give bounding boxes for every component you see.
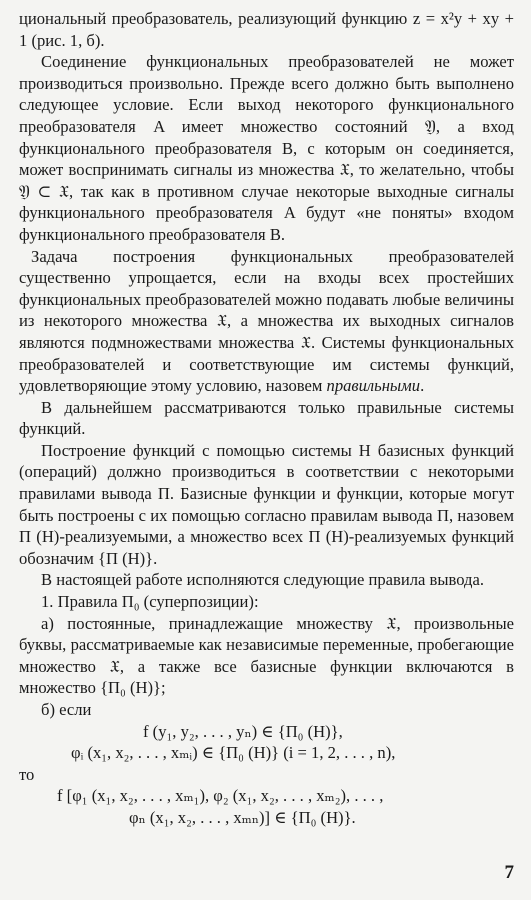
formula-composition-line2: φₙ (x₁, x₂, . . . , xₘₙ)] ∈ {П₀ (H)}. xyxy=(129,807,356,827)
formula-then: то xyxy=(19,764,35,784)
paragraph-derivation-rules: Построение функций с помощью системы H базисных функций (операций) должно производиться в соответствии с некоторыми правилами вывода П. Базисные функции и функции, которые могут быть построены с их помощью согласно правилам вывода П, назовем П (H)-реализуемыми, а множество всех П (H)-реализуемых функций обозначим {П (H)}. xyxy=(19,440,514,568)
formula-f: f (y₁, y₂, . . . , yₙ) ∈ {П₀ (H)}, xyxy=(143,721,343,741)
paragraph-connection-condition: Соединение функциональных преобразователей не может производиться произвольно. Прежде всего должно быть выполнено следующее условие. Если выход некоторого функционального преобразователя A имеет множество состояний 𝔜, а вход функционального преобразователя B, с которым он соединяется, может воспринимать сигналы из множества 𝔛, то желательно, чтобы 𝔜 ⊂ 𝔛, так как в противном случае некоторые выходные сигналы функционального преобразователя A будут «не поняты» входом функционального преобразователя B. xyxy=(19,52,514,244)
paragraph-rules-used: В настоящей работе исполняются следующие правила вывода. xyxy=(41,570,484,590)
emphasis-regular: правильными xyxy=(326,376,421,396)
formula-phi-i: φᵢ (x₁, x₂, . . . , xₘᵢ) ∈ {П₀ (H)} (i = 1, 2, . . . , n), xyxy=(71,743,396,763)
rule-item-b: б) если xyxy=(41,700,92,719)
paragraph-simplification-text: Задача построения функциональных преобразователей существенно упрощается, если на входы всех простейших функциональных преобразователей можно подавать любые величины из некоторого множества 𝔛, а множества их выходных сигналов являются подмножествами множества 𝔛. Системы функциональных преобразователей и соответствующие им системы функций, удовлетворяющие этому условию, назовем xyxy=(19,246,514,396)
paragraph-regular-systems: В дальнейшем рассматриваются только правильные системы функций. xyxy=(19,397,514,439)
paragraph-continuation: циональный преобразователь, реализующий функцию z = x²y + xy + 1 (рис. 1, б). xyxy=(19,9,514,50)
paragraph-simplification: Задача построения функциональных преобразователей существенно упрощается, если на входы всех простейших функциональных преобразователей можно подавать любые величины из некоторого множества 𝔛, а множества их выходных сигналов являются подмножествами множества 𝔛. Системы функциональных преобразователей и соответствующие им системы функций, удовлетворяющие этому условию, назовем правильными. xyxy=(19,246,514,396)
rule-item-a: а) постоянные, принадлежащие множеству 𝔛, произвольные буквы, рассматриваемые как независимые переменные, пробегающие множество 𝔛, а также все базисные функции включаются в множество {П₀ (H)}; xyxy=(19,613,514,698)
formula-composition-line1: f [φ₁ (x₁, x₂, . . . , xₘ₁), φ₂ (x₁, x₂, . . . , xₘ₂), . . . , xyxy=(57,786,384,806)
rule-heading-superposition: 1. Правила П₀ (суперпозиции): xyxy=(41,592,259,612)
page-number: 7 xyxy=(504,862,514,884)
